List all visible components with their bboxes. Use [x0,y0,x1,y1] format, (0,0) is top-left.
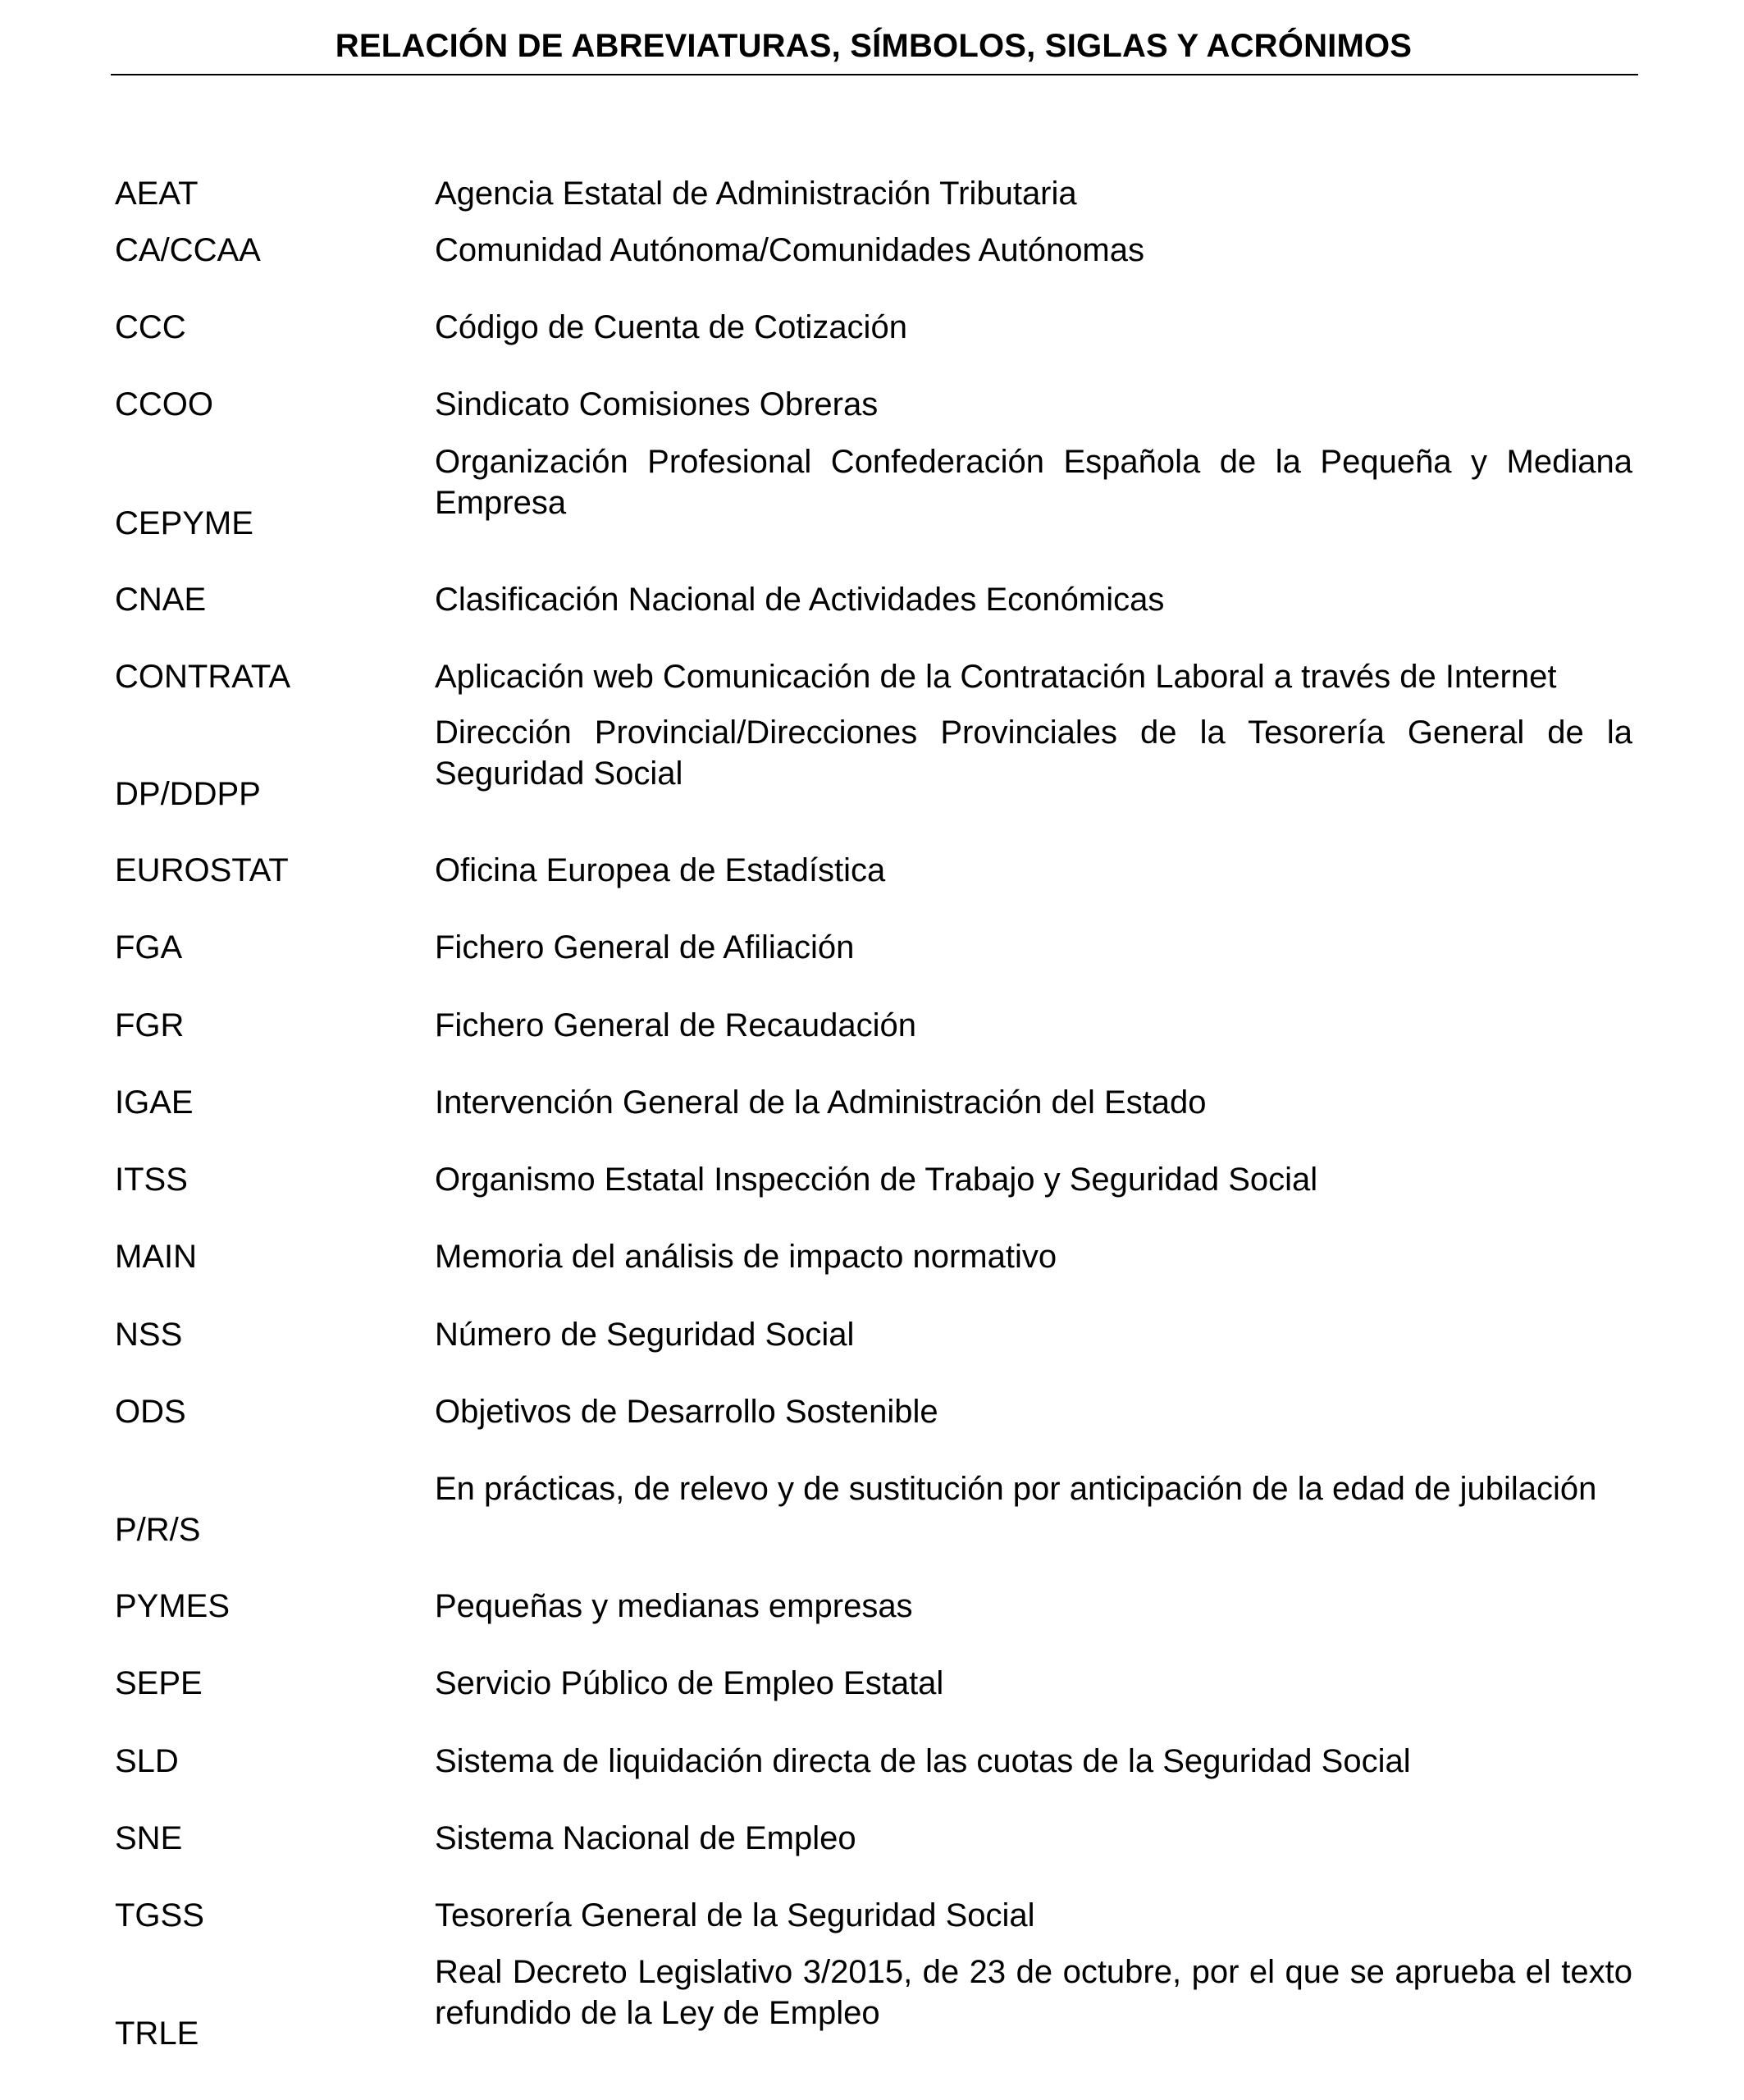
abbreviation-definition: Clasificación Nacional de Actividades Económicas [435,582,1165,618]
abbreviation-term: MAIN [115,1239,197,1275]
abbreviation-term: PYMES [115,1588,231,1624]
abbreviation-term: P/R/S [115,1512,201,1548]
abbreviation-term: CCC [115,309,186,345]
abbreviation-term: CA/CCAA [115,232,261,268]
abbreviation-definition: Organización Profesional Confederación Española de la Pequeña y Mediana Empresa [435,444,1632,521]
abbreviation-term: NSS [115,1317,183,1353]
abbreviation-definition: En prácticas, de relevo y de sustitución por anticipación de la edad de jubilación [435,1471,1597,1507]
abbreviation-definition: Dirección Provincial/Direcciones Provinciales de la Tesorería General de la Seguridad Social [435,714,1632,792]
abbreviation-term: CNAE [115,582,207,618]
abbreviation-definition: Sindicato Comisiones Obreras [435,386,879,422]
abbreviation-definition: Objetivos de Desarrollo Sostenible [435,1394,938,1430]
abbreviation-definition: Código de Cuenta de Cotización [435,309,907,345]
abbreviation-term: EUROSTAT [115,852,289,888]
abbreviation-definition: Tesorería General de la Seguridad Social [435,1897,1035,1933]
abbreviation-term: CCOO [115,386,213,422]
abbreviation-term: SLD [115,1743,179,1779]
abbreviation-definition: Comunidad Autónoma/Comunidades Autónomas [435,232,1144,268]
abbreviation-term: FGA [115,929,183,966]
abbreviation-definition: Fichero General de Afiliación [435,929,855,966]
abbreviation-definition: Sistema de liquidación directa de las cuotas de la Seguridad Social [435,1743,1411,1779]
abbreviation-term: FGR [115,1007,185,1043]
abbreviation-definition: Servicio Público de Empleo Estatal [435,1665,944,1701]
abbreviation-definition: Memoria del análisis de impacto normativo [435,1239,1057,1275]
abbreviation-definition: Número de Seguridad Social [435,1317,855,1353]
abbreviation-term: ODS [115,1394,186,1430]
abbreviation-term: SEPE [115,1665,203,1701]
abbreviation-term: CONTRATA [115,659,291,695]
abbreviation-definition: Aplicación web Comunicación de la Contratación Laboral a través de Internet [435,659,1557,695]
abbreviation-term: SNE [115,1820,183,1856]
abbreviation-term: DP/DDPP [115,776,261,812]
abbreviation-definition: Oficina Europea de Estadística [435,852,886,888]
abbreviation-term: TRLE [115,2016,199,2052]
abbreviation-term: CEPYME [115,505,253,541]
abbreviation-definition: Pequeñas y medianas empresas [435,1588,913,1624]
abbreviation-term: AEAT [115,176,199,212]
abbreviation-definition: Sistema Nacional de Empleo [435,1820,856,1856]
abbreviation-term: TGSS [115,1897,204,1933]
abbreviation-definition: Real Decreto Legislativo 3/2015, de 23 de octubre, por el que se aprueba el texto refundido de la Ley de Empleo [435,1954,1632,2031]
abbreviation-definition: Organismo Estatal Inspección de Trabajo y Seguridad Social [435,1162,1318,1198]
abbreviation-definition: Fichero General de Recaudación [435,1007,917,1043]
abbreviation-definition: Agencia Estatal de Administración Tributaria [435,176,1077,212]
page-title: RELACIÓN DE ABREVIATURAS, SÍMBOLOS, SIGLAS Y ACRÓNIMOS [335,28,1413,64]
abbreviation-definition: Intervención General de la Administración del Estado [435,1084,1207,1121]
abbreviation-term: ITSS [115,1162,188,1198]
abbreviation-term: IGAE [115,1084,194,1121]
